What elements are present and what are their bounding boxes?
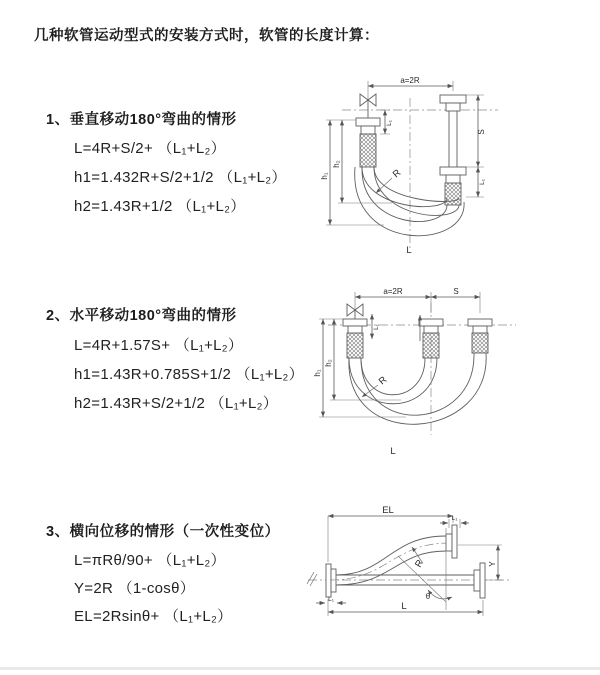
left-fitting (343, 319, 367, 358)
section-2-formula-L: L=4R+1.57S+ （L₁+L₂） (74, 337, 244, 354)
dim-l1-right-label: L₁ (479, 179, 486, 185)
left-flange (326, 564, 336, 597)
dim-l1-left-label: L₁ (328, 596, 334, 603)
dim-l1-left-label: L₁ (386, 120, 393, 126)
lower-right-flange (474, 563, 485, 598)
section-2-heading: 2、水平移动180°弯曲的情形 (46, 308, 237, 324)
page-title: 几种软管运动型式的安装方式时，软管的长度计算： (34, 28, 379, 44)
hose-braid (360, 134, 376, 167)
section-3-formula-EL: EL=2Rsinθ+ （L₁+L₂） (74, 608, 233, 625)
dim-a2r-label: a=2R (383, 287, 403, 296)
section-1-formula-h1: h1=1.432R+S/2+1/2 （L₁+L₂） (74, 169, 287, 186)
diagram-horizontal-180-bend (306, 283, 596, 463)
section-2-formula-h2: h2=1.43R+S/2+1/2 （L₁+L₂） (74, 395, 279, 412)
dim-l1-label: L₁ (373, 324, 380, 330)
right-fitting-lower (440, 167, 466, 205)
dim-h2-label: h₂ (332, 160, 341, 168)
hose-braid (423, 333, 439, 358)
pipe-break-mark (307, 572, 317, 586)
dim-s-label: S (453, 287, 459, 296)
dim-h1-label: h₁ (313, 369, 322, 377)
dim-el-label: EL (382, 505, 394, 516)
left-fitting (356, 118, 380, 167)
dim-s-label: S (477, 129, 486, 135)
dim-a2r-label: a=2R (400, 76, 420, 85)
radius-label: R (390, 167, 404, 181)
upper-right-flange (446, 525, 457, 558)
angle-arc (425, 590, 452, 601)
u-bend-hoses (349, 353, 486, 424)
radius-label: R (413, 558, 427, 570)
radius-label: R (376, 374, 390, 388)
middle-fitting (419, 319, 443, 358)
dim-h2-label: h₂ (324, 359, 333, 367)
angle-label: θ (425, 592, 431, 601)
dim-l1-top-label: L₁ (451, 515, 458, 522)
right-fitting-moved (468, 319, 492, 353)
scan-edge-shadow (0, 667, 600, 670)
section-3-formula-Y: Y=2R （1-cosθ） (74, 580, 196, 597)
section-2-formula-h1: h1=1.43R+0.785S+1/2 （L₁+L₂） (74, 366, 304, 383)
diagram-vertical-180-bend (312, 72, 592, 262)
right-fitting-upper (440, 95, 466, 167)
section-1-formula-h2: h2=1.43R+1/2 （L₁+L₂） (74, 198, 246, 215)
s-curve-hose (330, 536, 450, 585)
dim-y-label: Y (488, 561, 497, 567)
section-1-formula-L: L=4R+S/2+ （L₁+L₂） (74, 140, 226, 157)
section-3-heading: 3、横向位移的情形（一次性变位） (46, 524, 280, 540)
diagram-lateral-displacement (300, 502, 598, 642)
section-1-heading: 1、垂直移动180°弯曲的情形 (46, 112, 237, 128)
hose-braid (472, 333, 488, 353)
length-label: L (390, 446, 396, 457)
section-3-formula-L: L=πRθ/90+ （L₁+L₂） (74, 552, 226, 569)
dim-h1-label: h₁ (320, 172, 329, 180)
length-label: L (406, 245, 412, 256)
hose-braid (347, 333, 363, 358)
dim-l-label: L (401, 601, 407, 612)
